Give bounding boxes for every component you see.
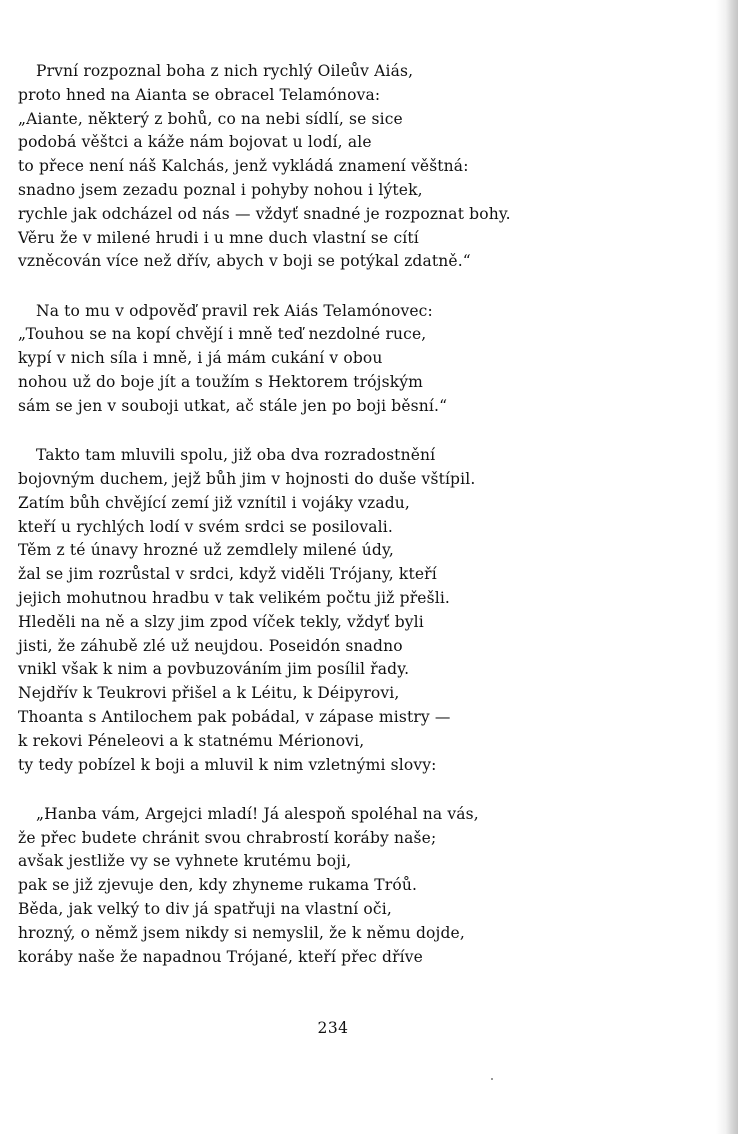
text-line: proto hned na Aianta se obracel Telamónova:	[18, 85, 381, 104]
text-line: vzněcován více než dřív, abych v boji se potýkal zdatně.“	[18, 252, 471, 271]
text-line: jisti, že záhubě zlé už neujdou. Poseidón snadno	[18, 636, 403, 655]
text-line: hrozný, o němž jsem nikdy si nemyslil, že k němu dojde,	[18, 923, 465, 942]
text-line: avšak jestliže vy se vyhnete krutému boji,	[18, 852, 352, 871]
text-line: „Aiante, některý z bohů, co na nebi sídlí, se sice	[18, 109, 403, 128]
text-line: jejich mohutnou hradbu v tak velikém počtu již přešli.	[18, 588, 451, 607]
page-spine-shadow	[716, 0, 738, 1134]
text-line: vnikl však k nim a povbuzováním jim posílil řady.	[18, 660, 410, 679]
text-line: nohou už do boje jít a toužím s Hektorem trójským	[18, 373, 423, 392]
text-line: bojovným duchem, jejž bůh jim v hojnosti do duše vštípil.	[18, 469, 476, 488]
text-line: žal se jim rozrůstal v srdci, když viděli Trójany, kteří	[18, 565, 437, 584]
text-line: Nejdřív k Teukrovi přišel a k Léitu, k Déipyrovi,	[18, 684, 400, 703]
page-number: 234	[317, 1019, 349, 1037]
text-line: Hleděli na ně a slzy jim zpod víček tekly, vždyť byli	[18, 612, 424, 631]
text-line: k rekovi Péneleovi a k statnému Mérionovi,	[18, 731, 365, 750]
text-line: Věru že v milené hrudi i u mne duch vlastní se cítí	[18, 228, 419, 247]
text-line: rychle jak odcházel od nás — vždyť snadné je rozpoznat bohy.	[18, 204, 511, 223]
text-line: Takto tam mluvili spolu, již oba dva rozradostnění	[36, 446, 436, 465]
text-line: Na to mu v odpověď pravil rek Aiás Telamónovec:	[36, 301, 433, 320]
text-line: „Touhou se na kopí chvějí i mně teď nezdolné ruce,	[18, 325, 427, 344]
text-line: Zatím bůh chvějící zemí již vznítil i vojáky vzadu,	[18, 493, 411, 512]
text-line: že přec budete chránit svou chrabrostí koráby naše;	[18, 828, 437, 847]
text-line: podobá věštci a káže nám bojovat u lodí, ale	[18, 133, 372, 152]
text-line: kteří u rychlých lodí v svém srdci se posilovali.	[18, 517, 393, 536]
text-line: kypí v nich síla i mně, i já mám cukání v obou	[18, 349, 383, 368]
stanza-2	[18, 300, 618, 419]
stanza-3	[18, 444, 618, 777]
poem-text	[18, 60, 618, 969]
print-speck	[491, 1078, 493, 1080]
text-line: ty tedy pobízel k boji a mluvil k nim vzletnými slovy:	[18, 755, 437, 774]
stanza-4	[18, 803, 618, 970]
text-line: to přece není náš Kalchás, jenž vykládá znamení věštná:	[18, 157, 469, 176]
stanza-1	[18, 60, 618, 274]
text-line: Těm z té únavy hrozné už zemdlely milené údy,	[18, 541, 394, 560]
text-line: snadno jsem zezadu poznal i pohyby nohou i lýtek,	[18, 180, 423, 199]
text-line: pak se již zjevuje den, kdy zhyneme rukama Tróů.	[18, 876, 418, 895]
text-line: koráby naše že napadnou Trójané, kteří přec dříve	[18, 947, 423, 966]
text-line: „Hanba vám, Argejci mladí! Já alespoň spoléhal na vás,	[36, 804, 479, 823]
text-line: sám se jen v souboji utkat, ač stále jen po boji běsní.“	[18, 396, 448, 415]
text-line: První rozpoznal boha z nich rychlý Oileův Aiás,	[36, 62, 414, 80]
text-line: Běda, jak velký to div já spatřuji na vlastní oči,	[18, 900, 392, 918]
text-line: Thoanta s Antilochem pak pobádal, v zápase mistry —	[18, 707, 451, 726]
